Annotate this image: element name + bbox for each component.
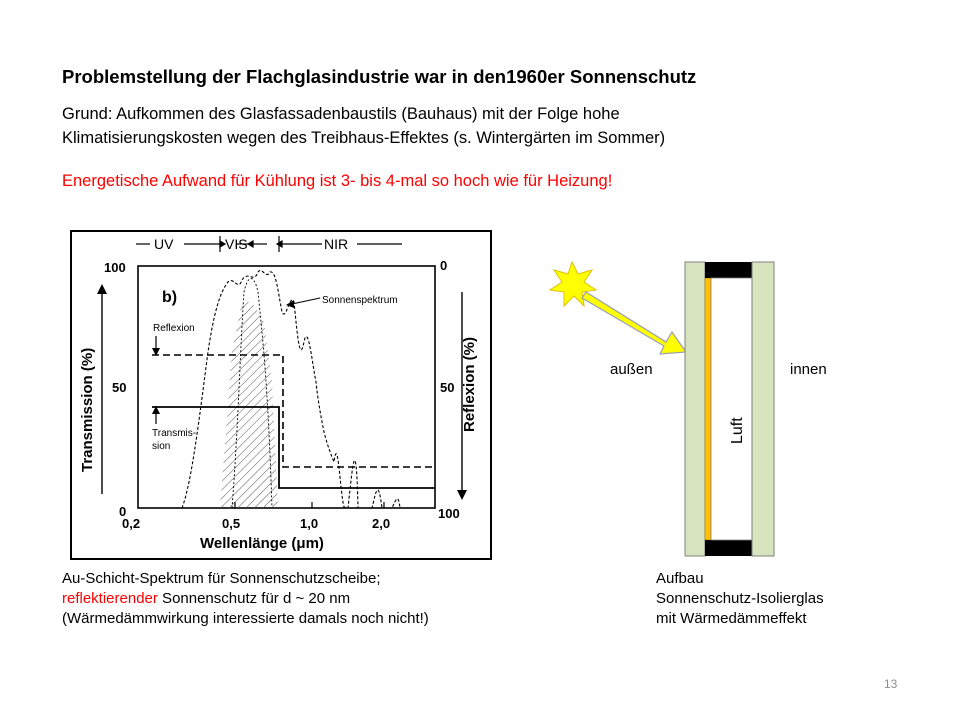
caption-left-line-3: (Wärmedämmwirkung interessierte damals noch nicht!) bbox=[62, 610, 429, 627]
left-axis-ticks bbox=[104, 260, 126, 519]
outer-glass-pane bbox=[685, 262, 705, 556]
sun-pointer-head bbox=[286, 300, 294, 308]
sun-spectrum-curve bbox=[182, 270, 435, 508]
transmission-curve bbox=[152, 407, 435, 488]
reason-line-1: Grund: Aufkommen des Glasfassadenbaustils (Bauhaus) mit der Folge hohe bbox=[62, 105, 620, 123]
caption-right bbox=[656, 569, 824, 629]
caption-right-line-1: Aufbau bbox=[656, 570, 704, 587]
inner-glass-pane bbox=[752, 262, 774, 556]
left-tick-100: 100 bbox=[104, 260, 126, 275]
band-markers bbox=[136, 236, 402, 252]
inside-label: innen bbox=[790, 361, 827, 378]
sun-spectrum-label: Sonnenspektrum bbox=[322, 295, 398, 306]
caption-left-line-2-rest: Sonnenschutz für d ~ 20 nm bbox=[157, 590, 351, 607]
caption-left bbox=[62, 569, 429, 629]
spectrum-plot bbox=[72, 232, 490, 558]
x-tick-0-5: 0,5 bbox=[222, 516, 241, 531]
right-axis-arrowhead bbox=[457, 490, 467, 500]
right-tick-100: 100 bbox=[438, 506, 460, 521]
left-axis-title: Transmission (%) bbox=[79, 347, 96, 472]
band-uv-label: UV bbox=[154, 236, 174, 252]
right-axis-ticks bbox=[438, 258, 460, 521]
caption-left-line-1: Au-Schicht-Spektrum für Sonnenschutzscheibe; bbox=[62, 570, 381, 587]
cavity-label: Luft bbox=[729, 417, 746, 444]
bottom-spacer bbox=[705, 540, 752, 556]
glazing-svg bbox=[540, 248, 870, 568]
emphasis-text: Energetische Aufwand für Kühlung ist 3- bis 4-mal so hoch wie für Heizung! bbox=[62, 172, 613, 190]
sunlight-arrow bbox=[582, 292, 686, 354]
band-vis-label: VIS bbox=[225, 236, 248, 252]
top-spacer bbox=[705, 262, 752, 278]
x-axis-ticks bbox=[122, 516, 390, 531]
transmission-label-1: Transmis- bbox=[152, 428, 197, 439]
left-axis-arrowhead bbox=[97, 284, 107, 294]
left-tick-50: 50 bbox=[112, 380, 127, 395]
sun-pointer bbox=[292, 298, 320, 304]
panel-label: b) bbox=[162, 289, 178, 306]
gold-coating bbox=[705, 278, 711, 540]
glazing-diagram bbox=[540, 248, 870, 568]
air-cavity bbox=[711, 278, 752, 540]
caption-left-red-word: reflektierender bbox=[62, 590, 158, 607]
reason-line-2: Klimatisierungskosten wegen des Treibhaus-Effektes (s. Wintergärten im Sommer) bbox=[62, 129, 666, 147]
visible-band-hatch bbox=[220, 302, 278, 508]
transmission-label-2: sion bbox=[152, 441, 171, 452]
x-tick-2-0: 2,0 bbox=[372, 516, 391, 531]
x-tick-1-0: 1,0 bbox=[300, 516, 319, 531]
reflexion-label: Reflexion bbox=[153, 323, 195, 334]
caption-left-line-2 bbox=[62, 589, 429, 609]
right-axis-title: Reflexion (%) bbox=[461, 336, 478, 432]
slide-title: Problemstellung der Flachglasindustrie war in den1960er Sonnenschutz bbox=[62, 66, 697, 87]
caption-right-line-3: mit Wärmedämmeffekt bbox=[656, 610, 807, 627]
caption-right-line-2: Sonnenschutz-Isolierglas bbox=[656, 590, 824, 607]
page-number: 13 bbox=[884, 677, 898, 691]
x-tick-0-2: 0,2 bbox=[122, 516, 141, 531]
right-tick-50: 50 bbox=[440, 380, 455, 395]
spectrum-figure bbox=[70, 230, 492, 560]
right-tick-0: 0 bbox=[440, 258, 448, 273]
reason-text bbox=[62, 102, 665, 150]
x-axis-title: Wellenlänge (μm) bbox=[200, 535, 324, 552]
outside-label: außen bbox=[610, 361, 653, 378]
reflexion-curve bbox=[152, 355, 435, 467]
left-tick-0: 0 bbox=[119, 504, 127, 519]
band-nir-label: NIR bbox=[324, 236, 349, 252]
